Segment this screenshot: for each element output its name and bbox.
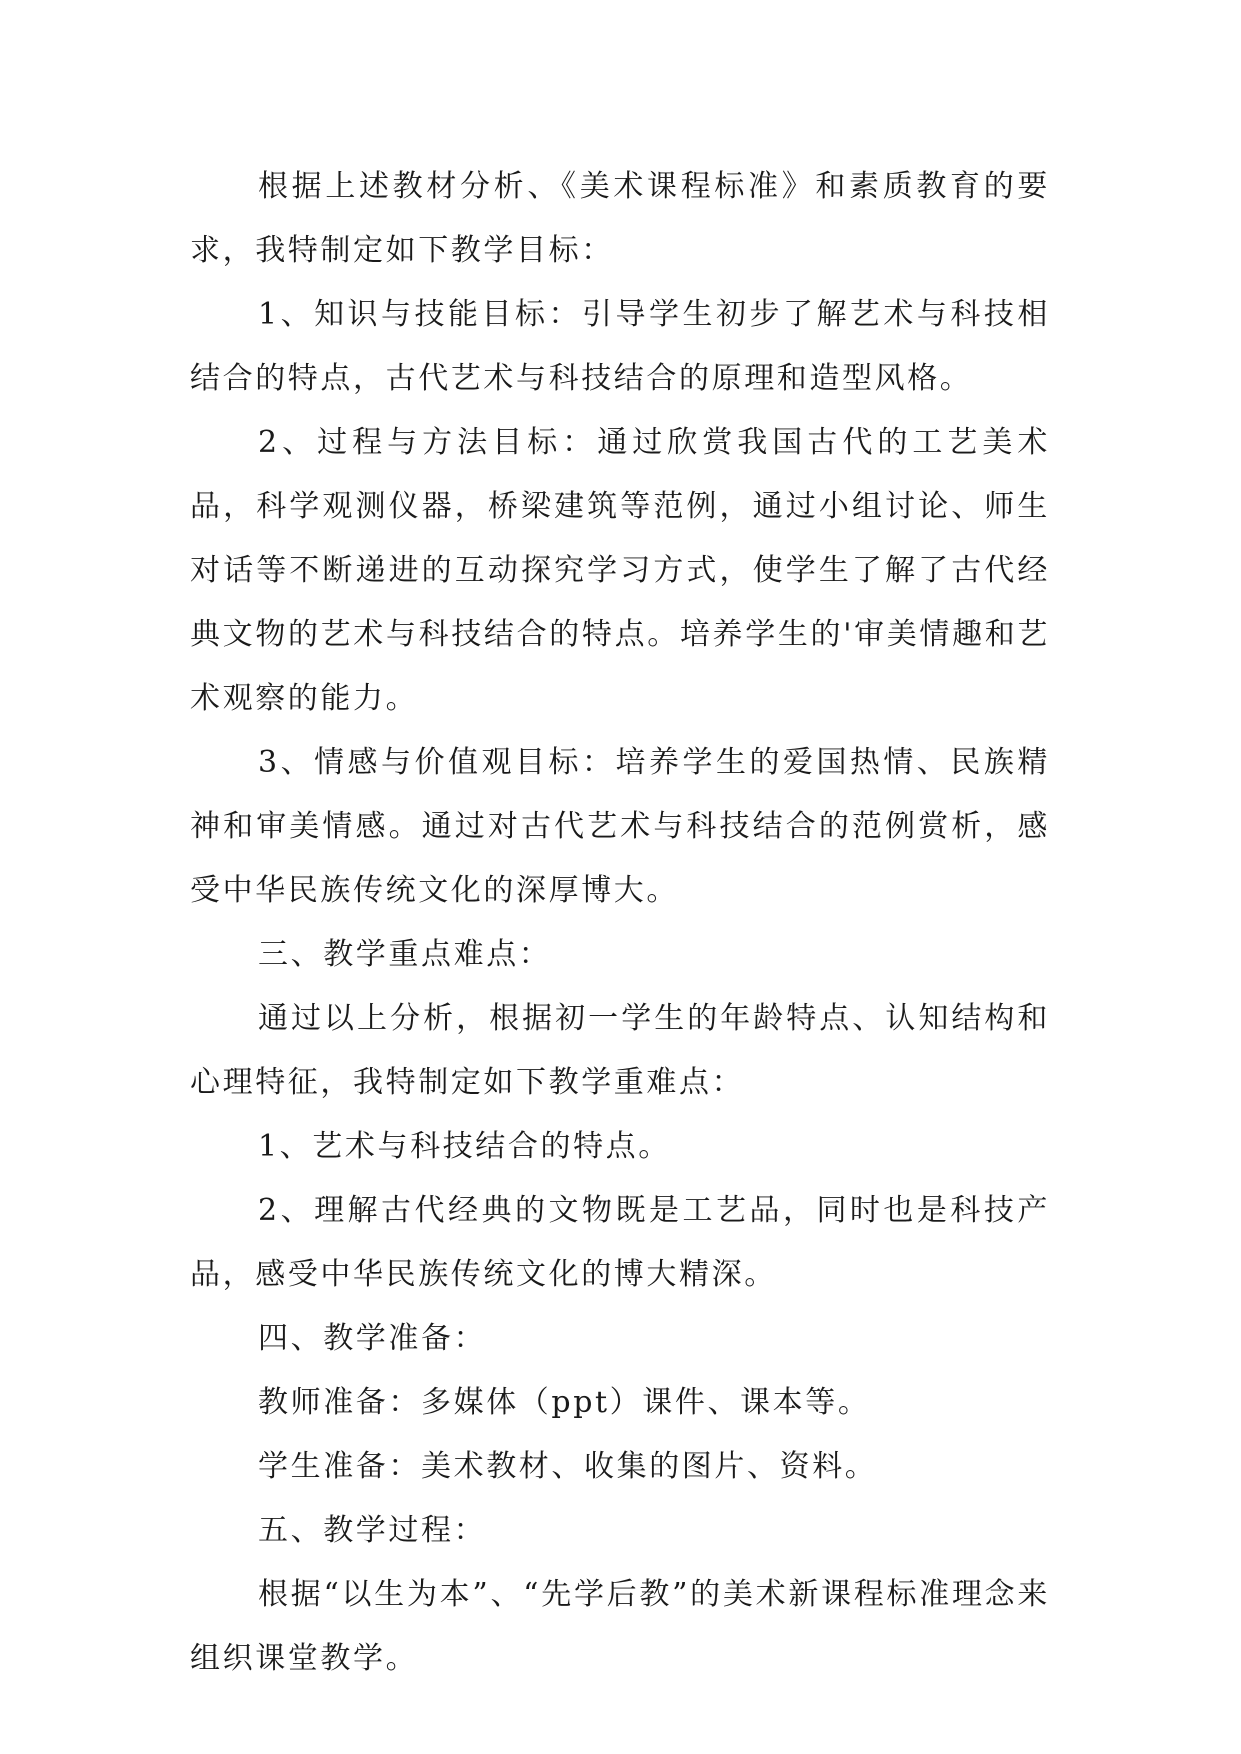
paragraph-goal-process: 2、过程与方法目标：通过欣赏我国古代的工艺美术品，科学观测仪器，桥梁建筑等范例，通过小组讨论、师生对话等不断递进的互动探究学习方式，使学生了解了古代经典文物的艺术与科技结合的特点。培养学生的'审美情趣和艺术观察的能力。 xyxy=(190,425,1050,716)
paragraph-student-prep: 学生准备：美术教材、收集的图片、资料。 xyxy=(258,1449,878,1484)
paragraph-goal-knowledge: 1、知识与技能目标：引导学生初步了解艺术与科技相结合的特点，古代艺术与科技结合的原理和造型风格。 xyxy=(190,297,1050,396)
paragraph-key-point-2: 2、理解古代经典的文物既是工艺品，同时也是科技产品，感受中华民族传统文化的博大精深。 xyxy=(190,1193,1050,1292)
paragraph-key-point-1: 1、艺术与科技结合的特点。 xyxy=(258,1129,671,1164)
paragraph-key-points-intro: 通过以上分析，根据初一学生的年龄特点、认知结构和心理特征，我特制定如下教学重难点： xyxy=(190,1001,1050,1100)
section-heading-preparation: 四、教学准备： xyxy=(258,1321,487,1356)
paragraph-teacher-prep: 教师准备：多媒体（ppt）课件、课本等。 xyxy=(258,1385,871,1420)
paragraph-goal-emotion: 3、情感与价值观目标：培养学生的爱国热情、民族精神和审美情感。通过对古代艺术与科技结合的范例赏析，感受中华民族传统文化的深厚博大。 xyxy=(190,745,1050,908)
paragraph-process-intro: 根据“以生为本”、“先学后教”的美术新课程标准理念来组织课堂教学。 xyxy=(190,1577,1050,1676)
section-heading-process: 五、教学过程： xyxy=(258,1513,487,1548)
document-body xyxy=(190,155,1050,1691)
paragraph-intro: 根据上述教材分析、《美术课程标准》和素质教育的要求，我特制定如下教学目标： xyxy=(190,169,1050,268)
section-heading-key-points: 三、教学重点难点： xyxy=(258,937,552,972)
